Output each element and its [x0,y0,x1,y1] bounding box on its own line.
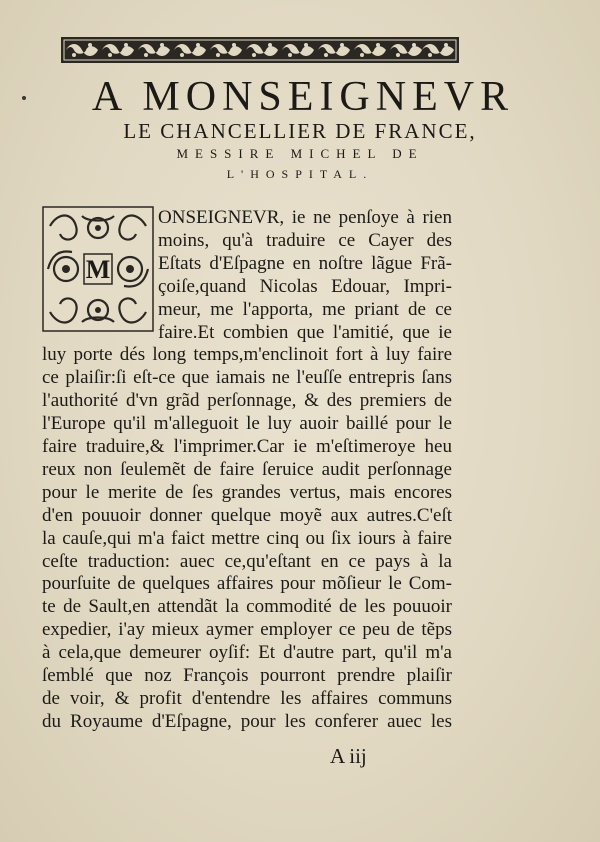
body-text-line: pourſuite de quelques affaires pour mõſieur le Com- [42,573,452,595]
body-text-line: l'Europe qu'il m'alleguoit le luy auoir baillé pour le [42,413,452,435]
body-text-line: Eſtats d'Eſpagne en noſtre lãgue Frã- [158,252,452,274]
body-text-line: d'en pouuoir donner quelque moyẽ aux autres.C'eſt [42,504,452,526]
body-text-line: ONSEIGNEVR, ie ne penſoye à rien [158,207,452,228]
body-text-line: ſemblé que noz François pourront prendre plaiſir [42,665,452,686]
body-text-line: çoiſe,quand Nicolas Edouar, Impri- [158,275,452,297]
dedication-title: A MONSEIGNEVR [91,74,515,120]
body-text-line: te de Sault,en attendãt la commodité de les pouuoir [42,596,452,618]
body-text-line: pour le merite de ſes grandes vertus, mais encores [42,481,452,503]
body-text-line: faire.Et combien que l'amitié, que ie [158,321,452,343]
body-text-line: l'authorité d'vn grãd perſonnage, & des premiers de [42,390,452,412]
body-text-line: moins, qu'à traduire ce Cayer des [158,229,452,251]
body-text-line: ce plaiſir:ſi eſt-ce que iamais ne l'euſſe entrepris ſans [42,367,452,389]
body-text-line: expedier, i'ay mieux aymer employer ce peu de tẽps [42,619,452,641]
body-text-line: meur, me l'apporta, me priant de ce [158,298,452,320]
drop-cap-letter: M [85,255,111,284]
ornament-band [60,36,460,64]
body-text-line: faire traduire,& l'imprimer.Car ie m'eſtimeroye heu [42,436,452,457]
page-signature: A iij [330,744,367,768]
dedication-name-line: MESSIRE MICHEL DE [176,146,424,161]
body-text-line: la cauſe,qui m'a faict mettre cinq ou ſix iours à faire [42,527,452,549]
body-text-line: reux non ſeulemẽt de faire ſeruice audit perſonnage [42,458,452,480]
body-text-line: ceſte traduction: auec ce,qu'eſtant en ce pays à la [42,550,452,572]
drop-cap-initial [42,206,154,332]
dedication-name-line-2: L'HOSPITAL. [226,167,374,181]
body-text-line: de voir, & profit d'entendre les affaires communs [42,687,452,709]
body-text-line: du Royaume d'Eſpagne, pour les conferer auec les [42,710,452,732]
body-text-line: luy porte dés long temps,m'enclinoit fort à luy faire [42,344,452,366]
dedication-subtitle: LE CHANCELLIER DE FRANCE, [123,119,477,143]
body-text-line: à cela,que demeurer oyſif: Et d'autre part, qu'il m'a [42,642,452,664]
